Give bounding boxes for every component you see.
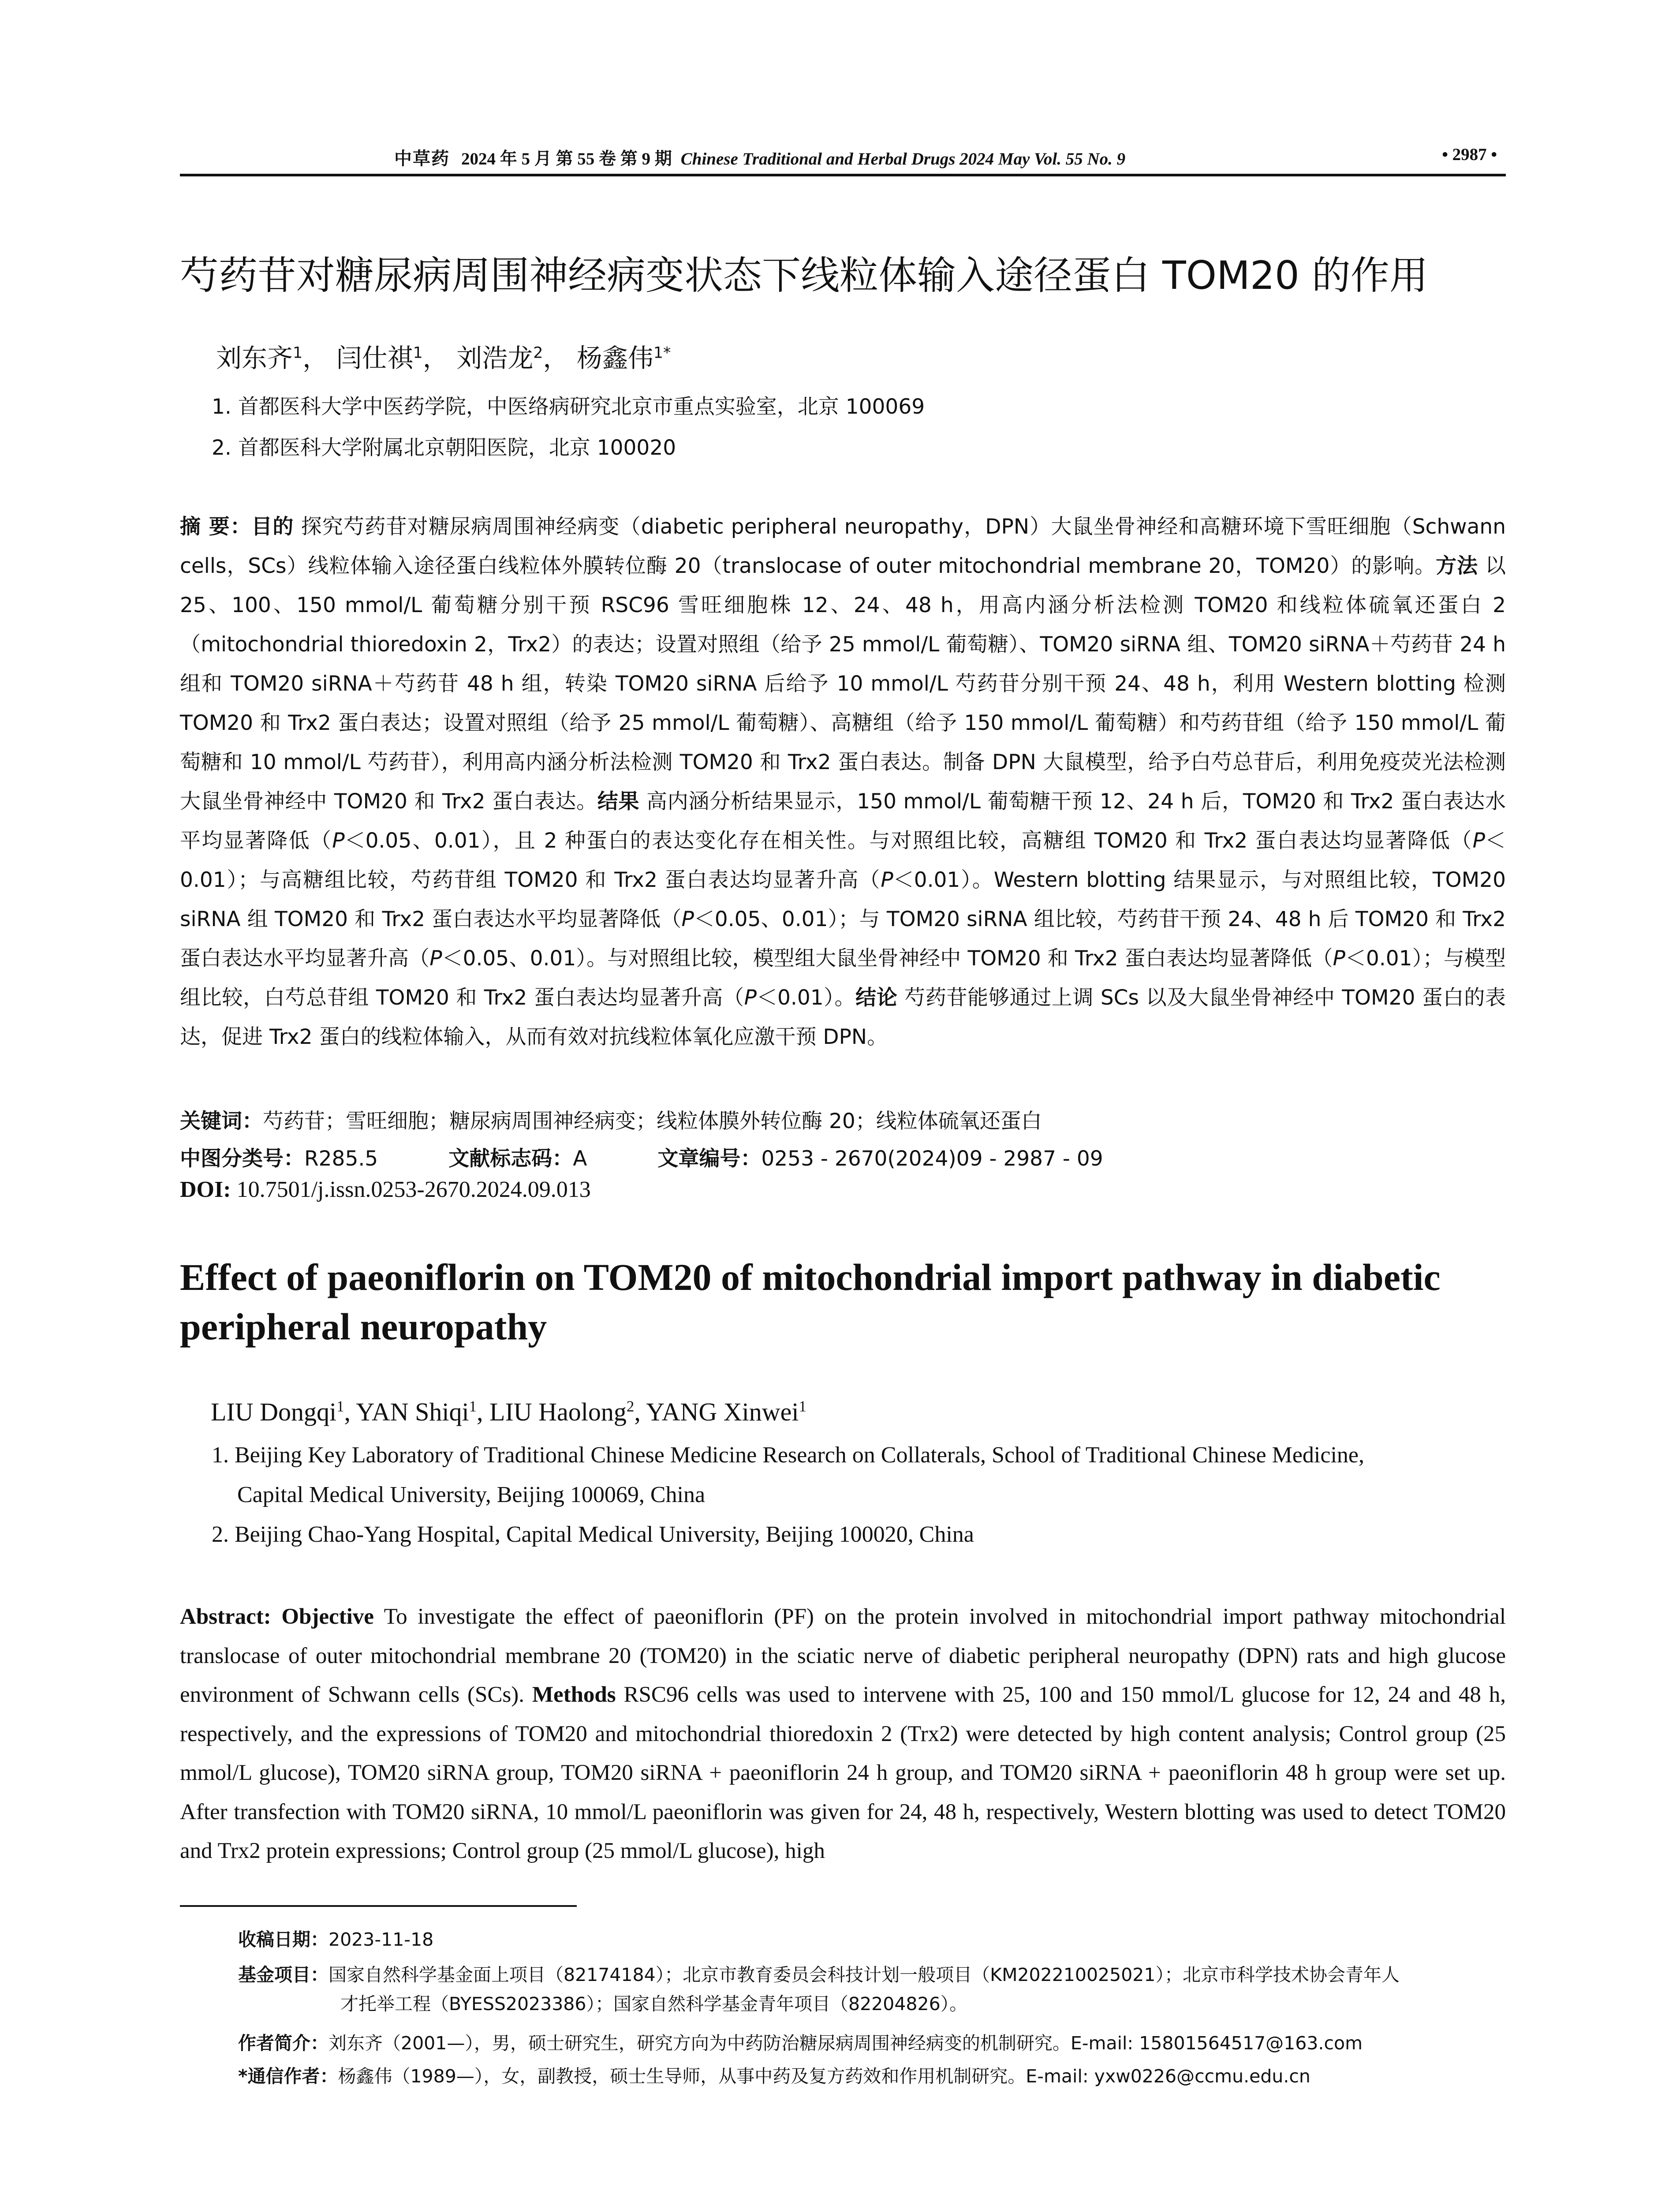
footnote-corresponding bbox=[238, 2062, 1506, 2091]
author-name: YAN Shiqi bbox=[356, 1398, 469, 1426]
author-name: LIU Dongqi bbox=[211, 1398, 337, 1426]
results-text: ＜0.01）；与高糖组比较，芍药苷组 TOM20 和 Trx2 蛋白表达均显著升高（ bbox=[180, 829, 1506, 892]
footnote-received bbox=[238, 1925, 1506, 1954]
author-separator: , bbox=[634, 1398, 646, 1426]
doi-line bbox=[180, 1177, 591, 1203]
classification-line bbox=[180, 1142, 1103, 1172]
footnote-divider bbox=[180, 1905, 577, 1907]
objective-label: 目的 bbox=[251, 515, 294, 539]
author-bio-value: 刘东齐（2001—），男，硕士研究生，研究方向为中药防治糖尿病周围神经病变的机制研究。E-mail: 15801564517@163.com bbox=[329, 2033, 1363, 2054]
author-affiliation-mark: 1 bbox=[293, 344, 303, 362]
author-name: 闫仕祺 bbox=[336, 343, 413, 373]
doi-label: DOI: bbox=[180, 1177, 231, 1202]
results-text: ＜0.05、0.01），且 2 种蛋白的表达变化存在相关性。与对照组比较，高糖组 TOM20 和 Trx2 蛋白表达均显著降低（ bbox=[344, 829, 1473, 853]
affiliation-en-1 bbox=[212, 1435, 1506, 1515]
fund-label: 基金项目： bbox=[238, 1964, 329, 1985]
results-text: ＜0.05、0.01）；与 TOM20 siRNA 组比较，芍药苷干预 24、48 h 后 TOM20 和 Trx2 蛋白表达水平均显著升高（ bbox=[180, 907, 1506, 971]
journal-issue-en: Chinese Traditional and Herbal Drugs 2024 May Vol. 55 No. 9 bbox=[680, 149, 1126, 168]
journal-issue-cn: 2024 年 5 月 第 55 卷 第 9 期 bbox=[461, 149, 672, 168]
p-value-symbol: P bbox=[332, 829, 345, 853]
results-text: ＜0.01）。 bbox=[756, 986, 856, 1010]
keywords-label: 关键词： bbox=[180, 1109, 263, 1133]
results-label: 结果 bbox=[597, 789, 640, 814]
journal-name-cn: 中草药 bbox=[394, 149, 450, 169]
affiliation-en-2: 2. Beijing Chao-Yang Hospital, Capital Medical University, Beijing 100020, China bbox=[212, 1522, 974, 1547]
author-name: LIU Haolong bbox=[489, 1398, 627, 1426]
title-cn: 芍药苷对糖尿病周围神经病变状态下线粒体输入途径蛋白 TOM20 的作用 bbox=[180, 253, 1428, 298]
keywords-cn bbox=[180, 1105, 1042, 1134]
footnote-author-bio bbox=[238, 2029, 1506, 2058]
received-value: 2023-11-18 bbox=[329, 1929, 434, 1950]
abstract-en bbox=[180, 1597, 1506, 1871]
author-separator: , bbox=[344, 1398, 356, 1426]
author-name: YANG Xinwei bbox=[646, 1398, 799, 1426]
affiliation-en-1-line1: 1. Beijing Key Laboratory of Traditional Chinese Medicine Research on Collaterals, School of Traditional Chinese Medicine, bbox=[212, 1443, 1364, 1468]
abstract-label: 摘 要： bbox=[180, 515, 252, 539]
methods-label: 方法 bbox=[1436, 554, 1478, 578]
doc-code-value: A bbox=[573, 1147, 587, 1171]
p-value-symbol: P bbox=[1333, 946, 1345, 971]
p-value-symbol: P bbox=[744, 986, 757, 1010]
running-header bbox=[180, 142, 1506, 176]
p-value-symbol: P bbox=[1472, 829, 1485, 853]
fund-value-continued: 才托举工程（BYESS2023386）；国家自然科学基金青年项目（82204826）。 bbox=[340, 1993, 968, 2014]
author-name: 刘浩龙 bbox=[456, 343, 534, 373]
author-affiliation-mark: 2 bbox=[533, 344, 543, 362]
authors-cn bbox=[216, 337, 671, 374]
received-label: 收稿日期： bbox=[238, 1929, 329, 1950]
author-affiliation-mark: 1 bbox=[413, 344, 423, 362]
p-value-symbol: P bbox=[881, 868, 893, 892]
results-text: ＜0.05、0.01）。与对照组比较，模型组大鼠坐骨神经中 TOM20 和 Trx2 蛋白表达均显著降低（ bbox=[442, 946, 1333, 971]
affiliation-en-1-line2: Capital Medical University, Beijing 100069, China bbox=[237, 1482, 706, 1507]
footnote-fund bbox=[238, 1960, 1506, 2018]
author-separator: , bbox=[477, 1398, 490, 1426]
conclusion-text: 芍药苷能够通过上调 SCs 以及大鼠坐骨神经中 TOM20 蛋白的表达，促进 Trx2 蛋白的线粒体输入，从而有效对抗线粒体氧化应激干预 DPN。 bbox=[180, 986, 1506, 1049]
article-number-value: 0253 - 2670(2024)09 - 2987 - 09 bbox=[761, 1147, 1103, 1171]
objective-text: To investigate the effect of paeoniflorin (PF) on the protein involved in mitochondrial import pathway mitochondrial translocase of outer mitochondrial membrane 20 (TOM20) in the sciatic nerve of diabetic peripheral neuropathy (DPN) rats and high glucose environment of Schwann cells (SCs). bbox=[180, 1604, 1506, 1707]
author-name: 杨鑫伟 bbox=[576, 343, 653, 373]
author-separator: ， bbox=[422, 343, 448, 373]
fund-value: 国家自然科学基金面上项目（82174184）；北京市教育委员会科技计划一般项目（KM202210025021）；北京市科学技术协会青年人 bbox=[329, 1964, 1400, 1985]
abstract-cn bbox=[180, 507, 1506, 1057]
methods-label: Methods bbox=[532, 1682, 616, 1707]
author-bio-label: 作者简介： bbox=[238, 2033, 329, 2054]
clc-value: R285.5 bbox=[304, 1147, 378, 1171]
author-affiliation-mark: 1 bbox=[336, 1398, 344, 1415]
journal-citation bbox=[394, 145, 1125, 170]
article-number-label: 文章编号： bbox=[657, 1147, 762, 1171]
author-affiliation-mark: 1* bbox=[653, 344, 671, 362]
author-affiliation-mark: 1 bbox=[469, 1398, 477, 1415]
clc-label: 中图分类号： bbox=[180, 1147, 304, 1171]
author-separator: ， bbox=[543, 343, 569, 373]
results-text: 高内涵分析结果显示，150 mmol/L 葡萄糖干预 12、24 h 后，TOM20 和 Trx2 蛋白表达水平均显著降低（ bbox=[180, 789, 1506, 853]
results-text: ＜0.01）；与模型组比较，白芍总苷组 TOM20 和 Trx2 蛋白表达均显著升高（ bbox=[180, 946, 1506, 1010]
corresponding-value: 杨鑫伟（1989—），女，副教授，硕士生导师，从事中药及复方药效和作用机制研究。E-mail: yxw0226@ccmu.edu.cn bbox=[338, 2066, 1310, 2087]
author-separator: ， bbox=[302, 343, 329, 373]
doi-value[interactable]: 10.7501/j.issn.0253-2670.2024.09.013 bbox=[231, 1177, 591, 1202]
conclusion-label: 结论 bbox=[855, 986, 898, 1010]
methods-text: RSC96 cells was used to intervene with 25, 100 and 150 mmol/L glucose for 12, 24 and 48 h, respectively, and the expressions of TOM20 and mitochondrial thioredoxin 2 (Trx2) were detected by high content analysis; Control group (25 mmol/L glucose), TOM20 siRNA group, TOM20 siRNA + paeoniflorin 24 h group, and TOM20 siRNA + paeoniflorin 48 h group were set up. After transfection with TOM20 siRNA, 10 mmol/L paeoniflorin was given for 24, 48 h, respectively, Western blotting was used to detect TOM20 and Trx2 protein expressions; Control group (25 mmol/L glucose), high bbox=[180, 1682, 1506, 1863]
abstract-objective-label: Abstract: Objective bbox=[180, 1604, 374, 1629]
methods-text: 以 25、100、150 mmol/L 葡萄糖分别干预 RSC96 雪旺细胞株 12、24、48 h，用高内涵分析法检测 TOM20 和线粒体硫氧还蛋白 2（mitochondrial thioredoxin 2，Trx2）的表达；设置对照组（给予 25 mmol/L 葡萄糖）、TOM20 siRNA 组、TOM20 siRNA＋芍药苷 24 h 组和 TOM20 siRNA＋芍药苷 48 h 组，转染 TOM20 siRNA 后给予 10 mmol/L 芍药苷分别干预 24、48 h，利用 Western blotting 检测 TOM20 和 Trx2 蛋白表达；设置对照组（给予 25 mmol/L 葡萄糖）、高糖组（给予 150 mmol/L 葡萄糖）和芍药苷组（给予 150 mmol/L 葡萄糖和 10 mmol/L 芍药苷），利用高内涵分析法检测 TOM20 和 Trx2 蛋白表达。制备 DPN 大鼠模型，给予白芍总苷后，利用免疫荧光法检测大鼠坐骨神经中 TOM20 和 Trx2 蛋白表达。 bbox=[180, 554, 1506, 814]
author-name: 刘东齐 bbox=[216, 343, 293, 373]
p-value-symbol: P bbox=[429, 946, 442, 971]
authors-en bbox=[211, 1397, 806, 1427]
affiliation-cn-1: 1. 首都医科大学中医药学院，中医络病研究北京市重点实验室，北京 100069 bbox=[212, 395, 925, 419]
results-text: ＜0.01）。Western blotting 结果显示，与对照组比较，TOM20 siRNA 组 TOM20 和 Trx2 蛋白表达水平均显著降低（ bbox=[180, 868, 1506, 931]
page-number: • 2987 • bbox=[1442, 145, 1497, 164]
keywords-value: 芍药苷；雪旺细胞；糖尿病周围神经病变；线粒体膜外转位酶 20；线粒体硫氧还蛋白 bbox=[263, 1109, 1042, 1133]
author-affiliation-mark: 1 bbox=[799, 1398, 806, 1415]
p-value-symbol: P bbox=[681, 907, 694, 931]
author-affiliation-mark: 2 bbox=[626, 1398, 635, 1415]
affiliation-cn-2: 2. 首都医科大学附属北京朝阳医院，北京 100020 bbox=[212, 436, 676, 460]
title-en: Effect of paeoniflorin on TOM20 of mitochondrial import pathway in diabetic peripheral neuropathy bbox=[180, 1256, 1441, 1348]
doc-code-label: 文献标志码： bbox=[448, 1147, 573, 1171]
corresponding-label: *通信作者： bbox=[238, 2066, 338, 2087]
objective-text: 探究芍药苷对糖尿病周围神经病变（diabetic peripheral neuropathy，DPN）大鼠坐骨神经和高糖环境下雪旺细胞（Schwann cells，SCs）线粒体输入途径蛋白线粒体外膜转位酶 20（translocase of outer mitochondrial membrane 20，TOM20）的影响。 bbox=[180, 515, 1506, 578]
